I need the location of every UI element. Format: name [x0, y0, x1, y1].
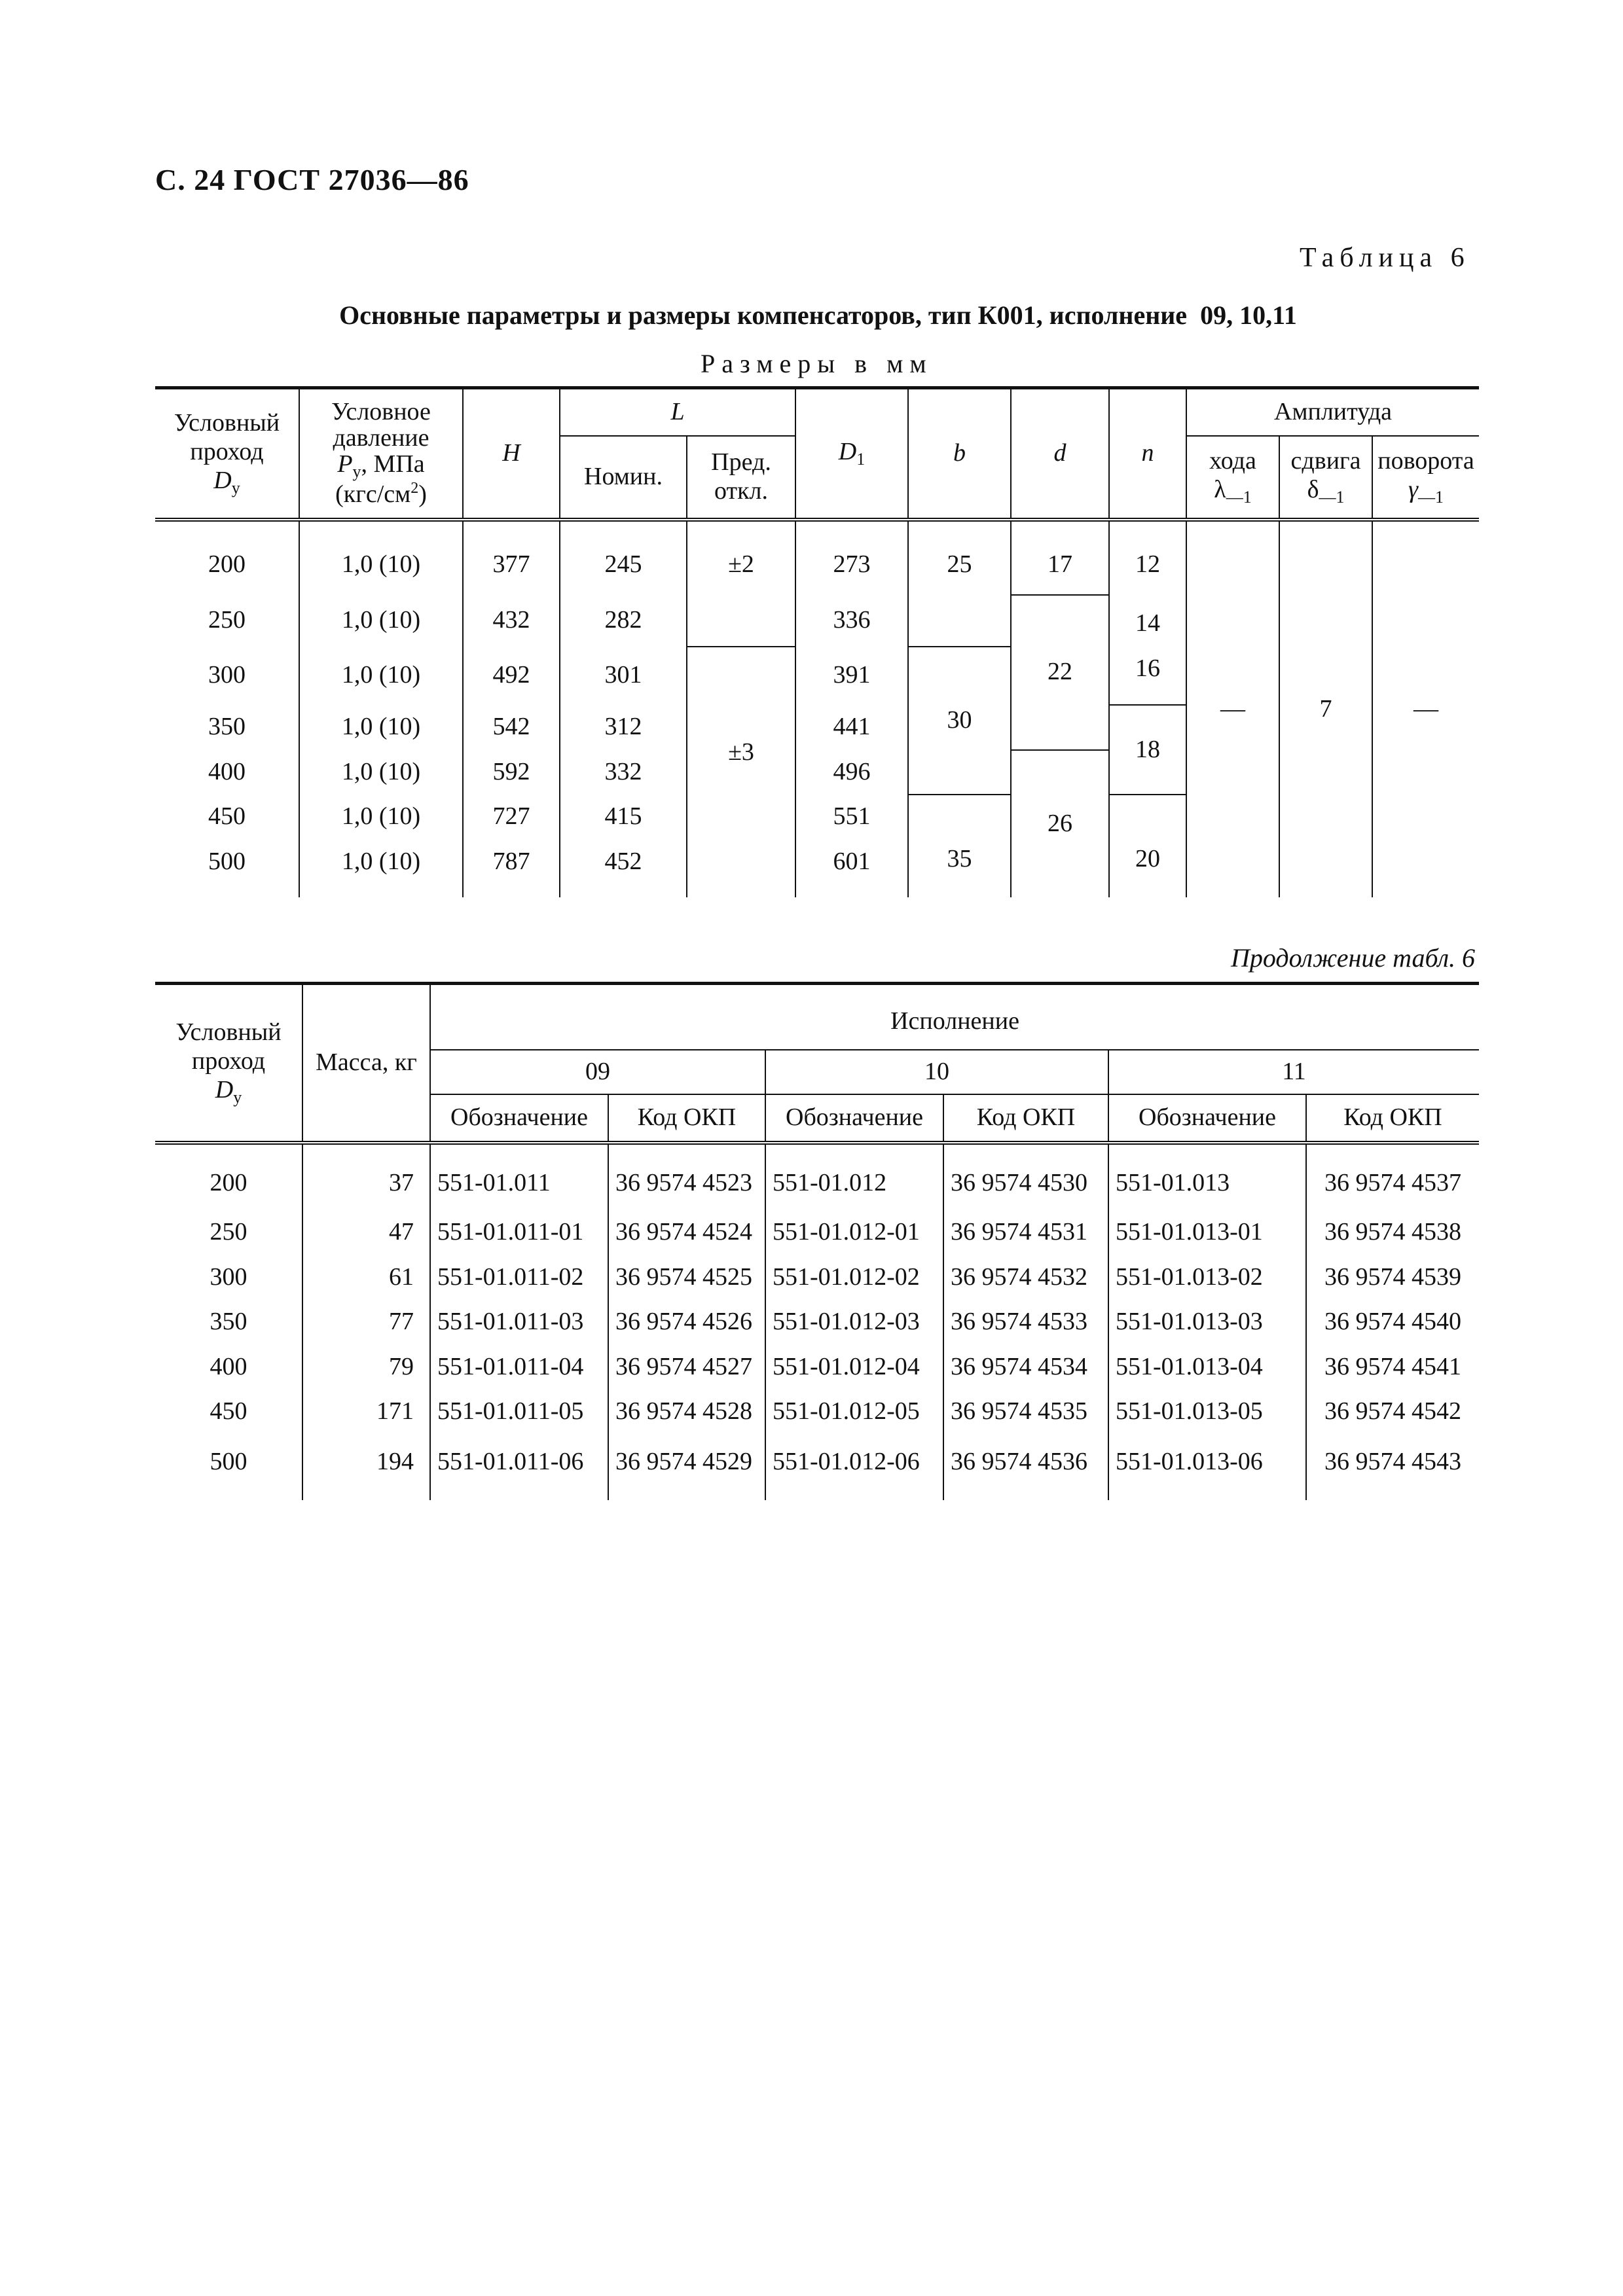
header-d: d	[1011, 388, 1109, 520]
header-H: H	[463, 388, 560, 520]
cell-L-dev-empty	[687, 595, 795, 647]
table-row	[155, 1300, 1479, 1345]
cell-designation-10: 551-01.012-04	[765, 1345, 943, 1390]
cell-n: 20	[1109, 795, 1186, 897]
cell-mass: 37	[302, 1143, 430, 1210]
cell-okp-09: 36 9574 4529	[608, 1435, 765, 1500]
cell-dy: 400	[210, 1352, 247, 1380]
cell-dy: 450	[208, 802, 246, 831]
cell-L-dev: ±3	[687, 647, 795, 898]
cell-n: 12	[1109, 520, 1186, 595]
lambda-subscript: —1	[1226, 487, 1252, 507]
table-title-main: Основные параметры и размеры компенсаторов, тип К001, исполнение	[339, 300, 1188, 330]
cell-designation-09: 551-01.011-03	[430, 1300, 608, 1345]
cell-mass: 77	[302, 1300, 430, 1345]
header-designation-11: Обозначение	[1108, 1094, 1306, 1143]
header-ex10: 10	[765, 1050, 1108, 1094]
cell-okp-10: 36 9574 4534	[943, 1345, 1108, 1390]
cell-H: 432	[463, 595, 560, 647]
header-pressure-line4	[300, 480, 462, 508]
cell-okp-11: 36 9574 4542	[1306, 1390, 1479, 1435]
header-dy-subscript: у	[231, 478, 240, 497]
cell-L-nom: 452	[560, 840, 687, 898]
cell-designation-10: 551-01.012-06	[765, 1435, 943, 1500]
header-pressure	[299, 388, 463, 520]
cell-L-nom: 312	[560, 705, 687, 750]
cell-designation-10: 551-01.012-02	[765, 1255, 943, 1300]
page-header: С. 24 ГОСТ 27036—86	[155, 163, 469, 196]
cell-shift: 7	[1279, 520, 1372, 897]
header-pressure-sup: 2	[410, 480, 419, 497]
header-pressure-line1: Условное	[331, 398, 431, 426]
cell-okp-09: 36 9574 4525	[608, 1255, 765, 1300]
cell-dy: 200	[208, 550, 246, 579]
header-execution: Исполнение	[430, 984, 1479, 1050]
gamma-subscript: —1	[1418, 487, 1444, 507]
cell-mass: 61	[302, 1255, 430, 1300]
cell-designation-09: 551-01.011-05	[430, 1390, 608, 1435]
cell-designation-09: 551-01.011-01	[430, 1210, 608, 1255]
header-L: L	[560, 388, 795, 437]
cell-okp-10: 36 9574 4536	[943, 1435, 1108, 1500]
delta-symbol: δ	[1307, 475, 1319, 503]
cell-mass: 171	[302, 1390, 430, 1435]
header-okp-11: Код ОКП	[1306, 1094, 1479, 1143]
cell-okp-11: 36 9574 4543	[1306, 1435, 1479, 1500]
table-row	[155, 1255, 1479, 1300]
header-dy-symbol: D	[213, 466, 232, 494]
cell-b: 25	[908, 520, 1011, 595]
cell-dy: 500	[210, 1447, 247, 1475]
cell-dy: 250	[210, 1218, 247, 1246]
gamma-symbol: γ	[1408, 475, 1419, 503]
header-D1-subscript: 1	[856, 450, 866, 469]
cell-designation-10: 551-01.012	[765, 1143, 943, 1210]
cell-dy: 200	[210, 1169, 247, 1197]
table-title	[0, 300, 1623, 331]
cell-mass: 47	[302, 1210, 430, 1255]
header-pressure-unit: , МПа	[361, 450, 425, 478]
cell-dy: 350	[208, 713, 246, 741]
cell-H: 787	[463, 840, 560, 898]
cell-D1: 336	[795, 595, 908, 647]
header-dy-symbol: D	[215, 1075, 234, 1103]
cell-designation-09: 551-01.011	[430, 1143, 608, 1210]
header-n: n	[1109, 388, 1186, 520]
cell-okp-11: 36 9574 4537	[1306, 1143, 1479, 1210]
cell-okp-11: 36 9574 4538	[1306, 1210, 1479, 1255]
header-ex11: 11	[1108, 1050, 1479, 1094]
header-pressure-line2: давление	[333, 423, 429, 452]
header-rotation-label: поворота	[1377, 447, 1474, 475]
header-stroke-label: хода	[1209, 447, 1256, 475]
cell-designation-09: 551-01.011-06	[430, 1435, 608, 1500]
header-pressure-close: )	[418, 480, 427, 509]
cell-okp-09: 36 9574 4524	[608, 1210, 765, 1255]
header-mass: Масса, кг	[302, 984, 430, 1143]
cell-stroke: —	[1186, 520, 1279, 897]
cell-okp-11: 36 9574 4541	[1306, 1345, 1479, 1390]
continuation-label: Продолжение табл. 6	[1231, 943, 1476, 973]
cell-designation-11: 551-01.013-03	[1108, 1300, 1306, 1345]
header-dy-label: Условный проход	[175, 1018, 282, 1075]
cell-okp-11: 36 9574 4540	[1306, 1300, 1479, 1345]
cell-b: 30	[908, 647, 1011, 795]
header-dy	[155, 388, 299, 520]
delta-subscript: —1	[1319, 487, 1345, 507]
cell-H: 492	[463, 647, 560, 706]
cell-mass: 79	[302, 1345, 430, 1390]
cell-D1: 441	[795, 705, 908, 750]
table-title-numbers: 09, 10,11	[1200, 300, 1297, 330]
cell-designation-11: 551-01.013-01	[1108, 1210, 1306, 1255]
cell-L-nom: 282	[560, 595, 687, 647]
header-okp-09: Код ОКП	[608, 1094, 765, 1143]
cell-okp-10: 36 9574 4533	[943, 1300, 1108, 1345]
cell-okp-09: 36 9574 4523	[608, 1143, 765, 1210]
header-dy	[155, 984, 302, 1143]
header-D1	[795, 388, 908, 520]
cell-designation-09: 551-01.011-02	[430, 1255, 608, 1300]
cell-dy: 300	[208, 661, 246, 689]
header-b: b	[908, 388, 1011, 520]
header-rotation-symbol	[1373, 476, 1479, 507]
cell-dy: 500	[208, 847, 246, 875]
cell-designation-09: 551-01.011-04	[430, 1345, 608, 1390]
header-shift-label: сдвига	[1290, 447, 1361, 475]
cell-okp-10: 36 9574 4532	[943, 1255, 1108, 1300]
cell-py: 1,0 (10)	[299, 795, 463, 840]
cell-H: 377	[463, 520, 560, 595]
table-row	[155, 1390, 1479, 1435]
cell-L-dev: ±2	[687, 520, 795, 595]
cell-dy: 350	[210, 1308, 247, 1336]
cell-designation-10: 551-01.012-01	[765, 1210, 943, 1255]
cell-designation-10: 551-01.012-05	[765, 1390, 943, 1435]
header-pressure-symbol: P	[337, 450, 353, 478]
cell-designation-11: 551-01.013-02	[1108, 1255, 1306, 1300]
header-dy-label: Условный проход	[173, 409, 280, 466]
header-shift-symbol	[1280, 476, 1372, 507]
lambda-symbol: λ	[1214, 475, 1226, 503]
cell-py: 1,0 (10)	[299, 595, 463, 647]
cell-H: 542	[463, 705, 560, 750]
table-row	[155, 1435, 1479, 1500]
cell-okp-09: 36 9574 4526	[608, 1300, 765, 1345]
cell-designation-11: 551-01.013-05	[1108, 1390, 1306, 1435]
cell-L-nom: 415	[560, 795, 687, 840]
cell-D1: 551	[795, 795, 908, 840]
cell-D1: 496	[795, 750, 908, 795]
cell-D1: 391	[795, 647, 908, 706]
cell-n: 14	[1109, 595, 1186, 647]
cell-b-empty	[908, 595, 1011, 647]
cell-L-nom: 332	[560, 750, 687, 795]
table-row	[155, 1210, 1479, 1255]
cell-D1: 273	[795, 520, 908, 595]
units-note: Размеры в мм	[701, 349, 933, 378]
header-ex09: 09	[430, 1050, 765, 1094]
header-designation-10: Обозначение	[765, 1094, 943, 1143]
cell-D1: 601	[795, 840, 908, 898]
cell-py: 1,0 (10)	[299, 520, 463, 595]
table-row	[155, 520, 1479, 595]
cell-dy: 450	[210, 1397, 247, 1426]
header-pressure-kgf: (кгс/см	[335, 480, 411, 509]
cell-okp-09: 36 9574 4528	[608, 1390, 765, 1435]
cell-okp-10: 36 9574 4530	[943, 1143, 1108, 1210]
cell-rotation: —	[1372, 520, 1479, 897]
cell-L-nom: 245	[560, 520, 687, 595]
table-row	[155, 1143, 1479, 1210]
cell-d: 22	[1011, 595, 1109, 750]
cell-okp-09: 36 9574 4527	[608, 1345, 765, 1390]
cell-d: 26	[1011, 750, 1109, 898]
parameters-table	[155, 386, 1479, 897]
cell-dy: 300	[210, 1263, 247, 1291]
cell-designation-11: 551-01.013-04	[1108, 1345, 1306, 1390]
cell-py: 1,0 (10)	[299, 840, 463, 898]
cell-dy: 400	[208, 757, 246, 785]
cell-mass: 194	[302, 1435, 430, 1500]
cell-H: 592	[463, 750, 560, 795]
cell-H: 727	[463, 795, 560, 840]
header-D1-symbol: D	[838, 438, 857, 466]
table-label: Таблица 6	[1300, 243, 1470, 273]
header-stroke-symbol	[1187, 476, 1279, 507]
header-stroke	[1186, 436, 1279, 520]
header-L-dev	[687, 436, 795, 520]
header-okp-10: Код ОКП	[943, 1094, 1108, 1143]
cell-okp-11: 36 9574 4539	[1306, 1255, 1479, 1300]
cell-designation-11: 551-01.013-06	[1108, 1435, 1306, 1500]
header-pressure-subscript: у	[352, 461, 361, 481]
header-shift	[1279, 436, 1372, 520]
cell-b: 35	[908, 795, 1011, 897]
cell-designation-11: 551-01.013	[1108, 1143, 1306, 1210]
header-designation-09: Обозначение	[430, 1094, 608, 1143]
designation-table	[155, 982, 1479, 1500]
cell-n: 18	[1109, 705, 1186, 795]
header-L-nom: Номин.	[560, 436, 687, 520]
header-dy-subscript: у	[233, 1087, 242, 1107]
cell-py: 1,0 (10)	[299, 705, 463, 750]
cell-py: 1,0 (10)	[299, 647, 463, 706]
cell-py: 1,0 (10)	[299, 750, 463, 795]
cell-okp-10: 36 9574 4535	[943, 1390, 1108, 1435]
cell-designation-10: 551-01.012-03	[765, 1300, 943, 1345]
header-pressure-line3	[300, 452, 462, 480]
header-L-dev-label: Пред. откл.	[711, 448, 771, 505]
cell-d: 17	[1011, 520, 1109, 595]
table-row	[155, 1345, 1479, 1390]
header-rotation	[1372, 436, 1479, 520]
cell-okp-10: 36 9574 4531	[943, 1210, 1108, 1255]
cell-dy: 250	[208, 606, 246, 634]
cell-L-nom: 301	[560, 647, 687, 706]
header-amplitude: Амплитуда	[1186, 388, 1479, 437]
cell-n: 16	[1109, 647, 1186, 706]
